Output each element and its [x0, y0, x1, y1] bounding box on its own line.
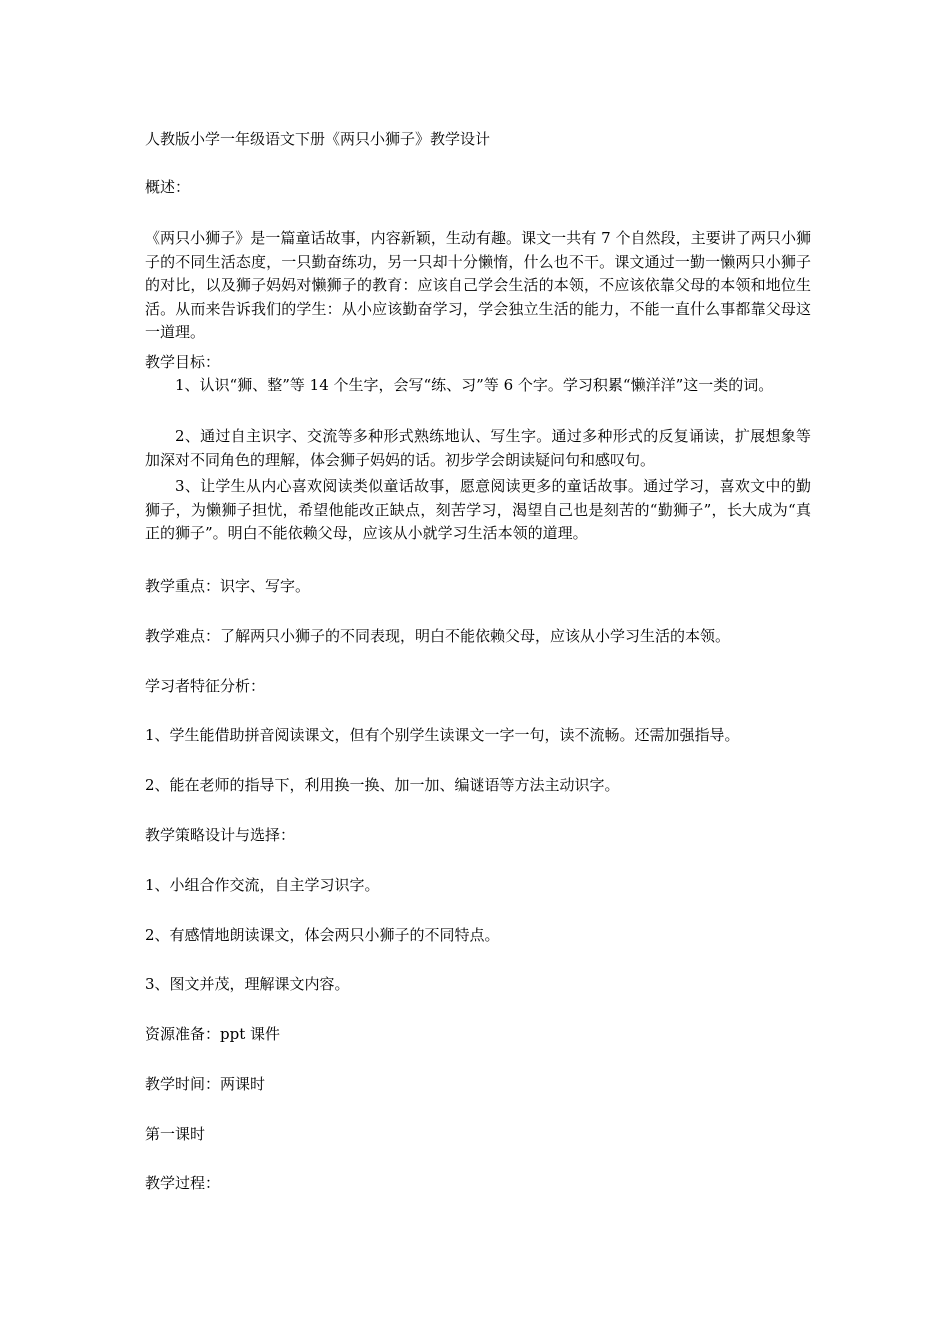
goal-item-3: 3、让学生从内心喜欢阅读类似童话故事，愿意阅读更多的童话故事。通过学习，喜欢文中的勤狮子，为懒狮子担忧，希望他能改正缺点，刻苦学习，渴望自己也是刻苦的“勤狮子”，长大成为“真正的狮子”。明白不能依赖父母，应该从小就学习生活本领的道理。 [145, 477, 811, 543]
goal-item-1: 1、认识“狮、整”等 14 个生字，会写“练、习”等 6 个字。学习积累“懒洋洋”这一类的词。 [175, 376, 774, 394]
overview-heading: 概述： [145, 178, 191, 196]
key-points: 教学重点：识字、写字。 [145, 577, 311, 595]
strategy-item-2: 2、有感情地朗读课文，体会两只小狮子的不同特点。 [145, 926, 500, 944]
process-heading: 教学过程： [145, 1174, 221, 1192]
strategy-item-1: 1、小组合作交流，自主学习识字。 [145, 876, 380, 894]
learner-item-1: 1、学生能借助拼音阅读课文，但有个别学生读课文一字一句，读不流畅。还需加强指导。 [145, 726, 740, 744]
difficulties: 教学难点：了解两只小狮子的不同表现，明白不能依赖父母，应该从小学习生活的本领。 [145, 627, 731, 645]
document-title: 人教版小学一年级语文下册《两只小狮子》教学设计 [145, 130, 491, 148]
learner-heading: 学习者特征分析： [145, 677, 266, 695]
goals-heading: 教学目标： [145, 353, 221, 371]
strategy-item-3: 3、图文并茂，理解课文内容。 [145, 975, 350, 993]
resources: 资源准备：ppt 课件 [145, 1025, 281, 1043]
learner-item-2: 2、能在老师的指导下，利用换一换、加一加、编谜语等方法主动识字。 [145, 776, 620, 794]
goal-item-2: 2、通过自主识字、交流等多种形式熟练地认、写生字。通过多种形式的反复诵读，扩展想象等加深对不同角色的理解，体会狮子妈妈的话。初步学会朗读疑问句和感叹句。 [145, 427, 811, 469]
strategy-heading: 教学策略设计与选择： [145, 826, 296, 844]
teaching-time: 教学时间：两课时 [145, 1075, 266, 1093]
lesson-one-heading: 第一课时 [145, 1125, 206, 1143]
overview-text: 《两只小狮子》是一篇童话故事，内容新颖，生动有趣。课文一共有 7 个自然段，主要讲了两只小狮子的不同生活态度，一只勤奋练功，另一只却十分懒惰，什么也不干。课文通过一勤一懒两只小狮子的对比，以及狮子妈妈对懒狮子的教育：应该自己学会生活的本领，不应该依靠父母的本领和地位生活。从而来告诉我们的学生：从小应该勤奋学习，学会独立生活的能力，不能一直什么事都靠父母这一道理。 [145, 229, 811, 342]
